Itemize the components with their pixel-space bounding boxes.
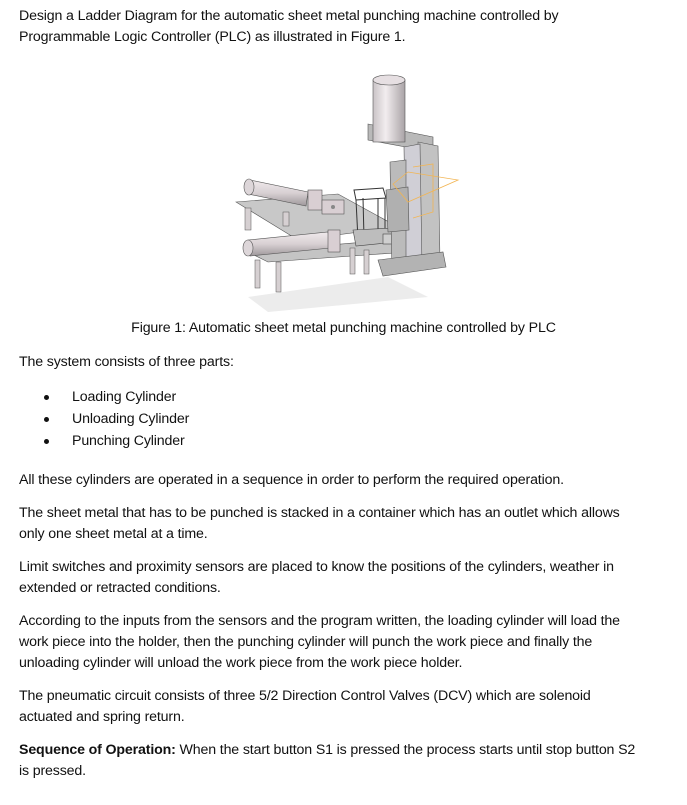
bullet-icon: [44, 395, 49, 400]
according-line-3: unloading cylinder will unload the work piece from the work piece holder.: [19, 655, 463, 671]
sheet-metal-paragraph: [19, 503, 679, 545]
parts-heading: The system consists of three parts:: [19, 354, 234, 370]
pneumatic-line-2: actuated and spring return.: [19, 709, 185, 725]
list-item-label: Unloading Cylinder: [72, 411, 190, 427]
list-item-label: Punching Cylinder: [72, 433, 185, 449]
list-item: [44, 408, 189, 430]
list-item: [44, 386, 189, 408]
limit-line-2: extended or retracted conditions.: [19, 580, 221, 596]
seq-op-line-2: is pressed.: [19, 763, 86, 779]
bullet-icon: [44, 417, 49, 422]
according-line-1: According to the inputs from the sensors and the program written, the loading cylinder will load the: [19, 613, 620, 629]
intro-line-1: Design a Ladder Diagram for the automatic sheet metal punching machine controlled by: [19, 8, 559, 24]
pneumatic-paragraph: [19, 686, 679, 728]
sheet-line-1: The sheet metal that has to be punched is stacked in a container which has an outlet which allows: [19, 505, 620, 521]
sequence-of-operation-paragraph: [19, 740, 679, 782]
punching-machine-drawing: [228, 62, 468, 312]
sequence-of-operation-label: Sequence of Operation:: [19, 742, 176, 758]
sequence-paragraph: All these cylinders are operated in a sequence in order to perform the required operation.: [19, 472, 564, 488]
limit-line-1: Limit switches and proximity sensors are placed to know the positions of the cylinders, weather in: [19, 559, 614, 575]
intro-paragraph: [19, 6, 679, 48]
list-item-label: Loading Cylinder: [72, 389, 177, 405]
figure-caption: Figure 1: Automatic sheet metal punching machine controlled by PLC: [131, 320, 556, 336]
according-line-2: work piece into the holder, then the punching cylinder will punch the work piece and finally the: [19, 634, 593, 650]
seq-op-line-1: When the start button S1 is pressed the process starts until stop button S2: [175, 742, 636, 758]
intro-line-2: Programmable Logic Controller (PLC) as illustrated in Figure 1.: [19, 29, 406, 45]
limit-switches-paragraph: [19, 557, 679, 599]
bullet-icon: [44, 439, 49, 444]
list-item: [44, 430, 189, 452]
according-paragraph: [19, 611, 679, 674]
parts-list: [44, 386, 189, 452]
pneumatic-line-1: The pneumatic circuit consists of three 5/2 Direction Control Valves (DCV) which are solenoid: [19, 688, 591, 704]
sheet-line-2: only one sheet metal at a time.: [19, 526, 208, 542]
figure-1-machine-illustration: [228, 62, 468, 312]
